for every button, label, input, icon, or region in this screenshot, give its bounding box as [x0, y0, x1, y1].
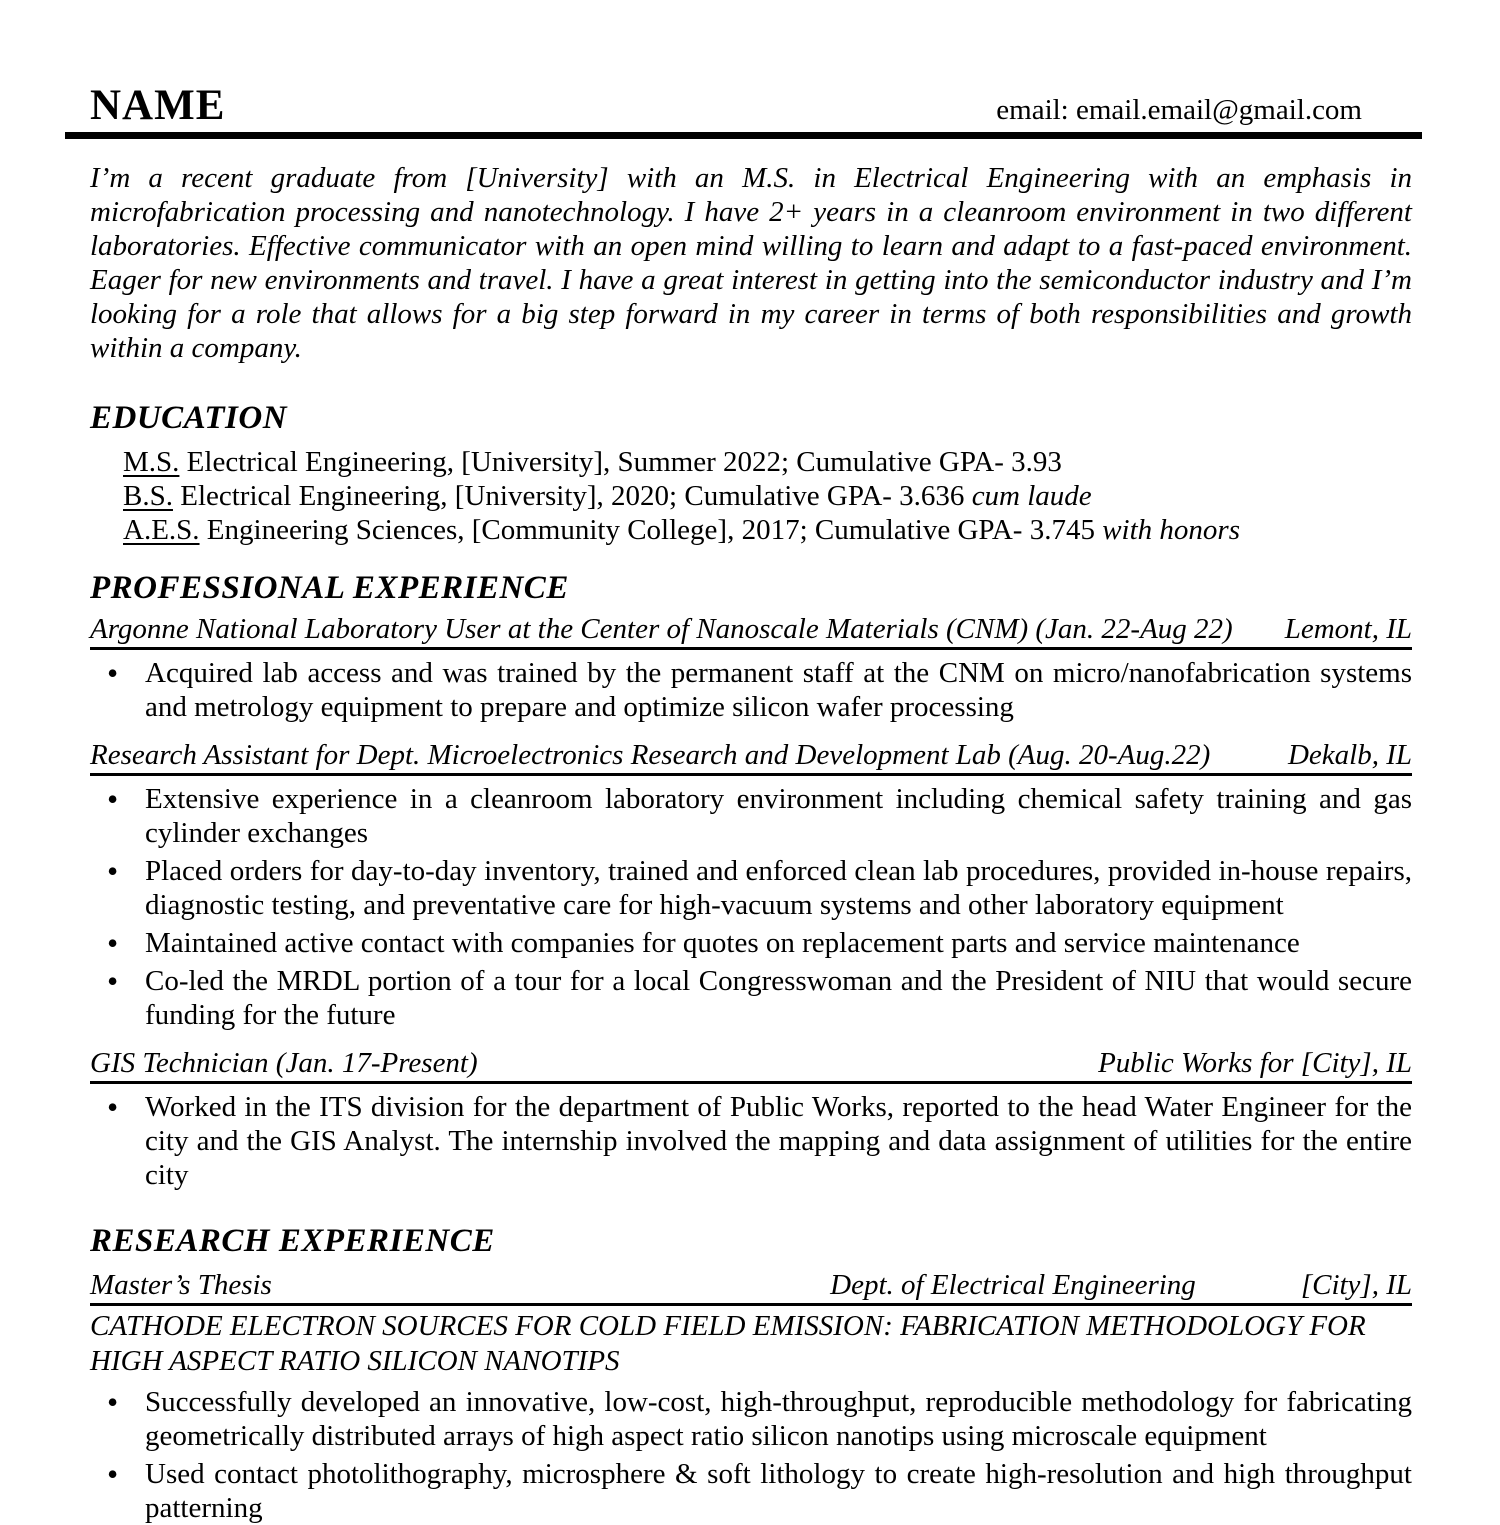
- section-title-education: EDUCATION: [90, 400, 288, 436]
- job-bullets: [90, 782, 1412, 1032]
- section-title-professional-experience: PROFESSIONAL EXPERIENCE: [90, 570, 569, 606]
- thesis-department: Dept. of Electrical Engineering: [830, 1269, 1196, 1301]
- job-bullets: [90, 656, 1412, 724]
- header: [90, 84, 1412, 128]
- email-text: email: email.email@gmail.com: [996, 94, 1362, 126]
- bullet-item: • Used contact photolithography, microsphere & soft lithology to create high-resolution and high throughput patterning: [145, 1457, 1412, 1525]
- degree-detail: Electrical Engineering, [University], 2020; Cumulative GPA- 3.636: [172, 480, 972, 512]
- degree-abbrev: M.S.: [123, 446, 180, 478]
- job-heading: [90, 738, 1412, 776]
- job-heading: [90, 1046, 1412, 1084]
- thesis-title: Master’s Thesis: [90, 1269, 272, 1301]
- degree-detail: Electrical Engineering, [University], Summer 2022; Cumulative GPA- 3.93: [179, 446, 1062, 478]
- thesis-heading: [90, 1268, 1412, 1306]
- bullet-item: • Acquired lab access and was trained by the permanent staff at the CNM on micro/nanofabrication systems and metrology equipment to prepare and optimize silicon wafer processing: [145, 656, 1412, 724]
- job-entry-research-assistant: [90, 738, 1412, 1032]
- job-entry-gis-technician: [90, 1046, 1412, 1192]
- job-location: Dekalb, IL: [1287, 739, 1412, 771]
- degree-abbrev: A.E.S.: [123, 514, 200, 546]
- job-bullets: [90, 1090, 1412, 1192]
- job-heading: [90, 612, 1412, 650]
- bullet-item: • Extensive experience in a cleanroom laboratory environment including chemical safety training and gas cylinder exchanges: [145, 782, 1412, 850]
- thesis-bullets: [90, 1385, 1412, 1525]
- education-entry: [123, 513, 1412, 547]
- job-location: Public Works for [City], IL: [1098, 1047, 1412, 1079]
- summary-paragraph: I’m a recent graduate from [University] with an M.S. in Electrical Engineering with an emphasis in microfabrication processing and nanotechnology. I have 2+ years in a cleanroom environment in two different laboratories. Effective communicator with an open mind willing to learn and adapt to a fast-paced environment. Eager for new environments and travel. I have a great interest in getting into the semiconductor industry and I’m looking for a role that allows for a big step forward in my career in terms of both responsibilities and growth within a company.: [90, 162, 1412, 364]
- education-entry: [123, 445, 1412, 479]
- education-entry: [123, 479, 1412, 513]
- education-list: [90, 445, 1412, 547]
- bullet-item: • Worked in the ITS division for the department of Public Works, reported to the head Water Engineer for the city and the GIS Analyst. The internship involved the mapping and data assignment of utilities for the entire city: [145, 1090, 1412, 1192]
- job-entry-argonne: [90, 612, 1412, 724]
- bullet-item: • Placed orders for day-to-day inventory, trained and enforced clean lab procedures, provided in-house repairs, diagnostic testing, and preventative care for high-vacuum systems and other laboratory equipment: [145, 854, 1412, 922]
- bullet-item: • Co-led the MRDL portion of a tour for a local Congresswoman and the President of NIU that would secure funding for the future: [145, 964, 1412, 1032]
- degree-detail: Engineering Sciences, [Community College], 2017; Cumulative GPA- 3.745: [199, 514, 1103, 546]
- job-title: GIS Technician (Jan. 17-Present): [90, 1047, 478, 1079]
- degree-abbrev: B.S.: [123, 480, 173, 512]
- degree-honors: with honors: [1102, 514, 1240, 546]
- thesis-entry: [90, 1268, 1412, 1525]
- bullet-item: • Successfully developed an innovative, low-cost, high-throughput, reproducible methodology for fabricating geometrically distributed arrays of high aspect ratio silicon nanotips using microscale equipment: [145, 1385, 1412, 1453]
- header-divider: [65, 132, 1422, 139]
- section-title-research-experience: RESEARCH EXPERIENCE: [90, 1223, 495, 1259]
- degree-honors: cum laude: [971, 480, 1092, 512]
- candidate-name: NAME: [90, 82, 226, 129]
- job-title: Research Assistant for Dept. Microelectronics Research and Development Lab (Aug. 20-Aug.22): [90, 739, 1211, 771]
- thesis-subtitle: CATHODE ELECTRON SOURCES FOR COLD FIELD EMISSION: FABRICATION METHODOLOGY FOR HIGH ASPECT RATIO SILICON NANOTIPS: [90, 1310, 1366, 1377]
- job-location: Lemont, IL: [1284, 613, 1412, 645]
- thesis-location: [City], IL: [1300, 1269, 1412, 1301]
- job-title: Argonne National Laboratory User at the Center of Nanoscale Materials (CNM) (Jan. 22-Aug 22): [90, 613, 1233, 645]
- bullet-item: • Maintained active contact with companies for quotes on replacement parts and service maintenance: [145, 926, 1412, 960]
